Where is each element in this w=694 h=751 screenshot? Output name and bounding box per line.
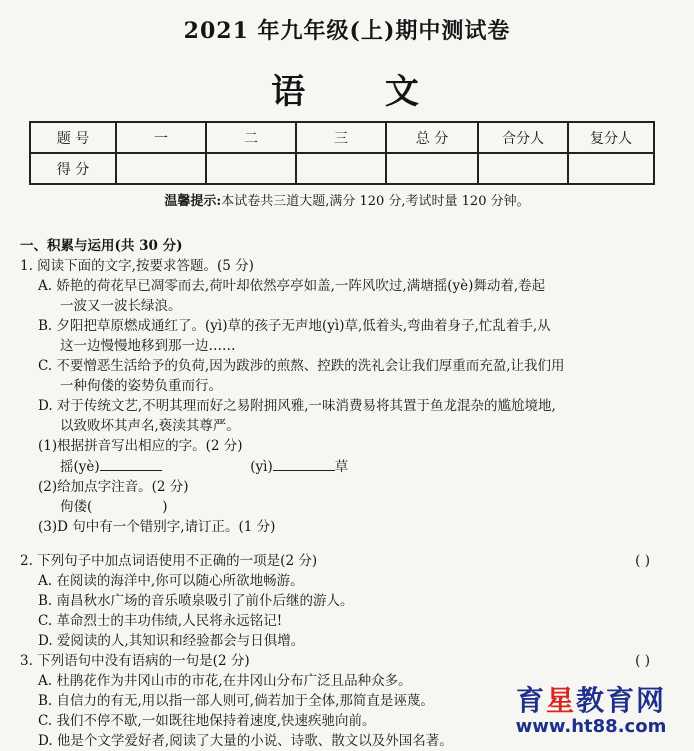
- q1-option-b-line2: 这一边慢慢地移到那一边……: [60, 338, 236, 354]
- q2-stem-line: [20, 551, 680, 571]
- watermark-url: www.ht88.com: [515, 716, 667, 737]
- q1-sub2-answer: [20, 497, 680, 517]
- score-input-reviewer[interactable]: [568, 153, 654, 184]
- q2-option-c: C. 革命烈士的丰功伟绩,人民将永远铭记!: [38, 613, 283, 629]
- section-1-title: 一、积累与运用(共 30 分): [20, 238, 183, 254]
- q1-option-b-line1: B. 夕阳把草原燃成通红了。(yì)草的孩子无声地(yì)草,低着头,弯曲着身子,忙乱着手,从: [38, 318, 551, 334]
- watermark-brand-star: 星: [545, 684, 576, 717]
- q1-sub2-prompt: 佝偻(: [60, 499, 93, 515]
- q1-sub1-blank-a[interactable]: [100, 456, 162, 471]
- score-cell-part3: 三: [296, 122, 386, 153]
- score-row-label: 得 分: [30, 153, 116, 184]
- q1-sub1-answers: [20, 456, 680, 477]
- score-input-2[interactable]: [206, 153, 296, 184]
- watermark-brand-a: 育: [515, 684, 546, 717]
- watermark-brand: [496, 685, 686, 717]
- q1-sub2: (2)给加点字注音。(2 分): [38, 479, 189, 495]
- q3-option-b: B. 自信力的有无,用以指一部人则可,倘若加于全体,那简直是诬蔑。: [38, 693, 434, 709]
- q1-sub1-prompt-b: (yì): [250, 459, 273, 475]
- notice-text: 本试卷共三道大题,满分 120 分,考试时量 120 分钟。: [221, 194, 530, 209]
- q1-option-a-line2: 一波又一波长绿浪。: [60, 298, 182, 314]
- score-input-1[interactable]: [116, 153, 206, 184]
- q1-option-c-line1: C. 不要憎恶生活给予的负荷,因为跋涉的煎熬、控跌的洗礼会让我们厚重而充盈,让我们用: [38, 358, 565, 374]
- score-cell-total: 总 分: [386, 122, 478, 153]
- q1-option-c-line2: 一种佝偻的姿势负重而行。: [60, 378, 222, 394]
- q3-option-d: D. 他是个文学爱好者,阅读了大量的小说、诗歌、散文以及外国名著。: [38, 733, 453, 749]
- watermark-logo: [496, 685, 686, 737]
- q2-option-a: A. 在阅读的海洋中,你可以随心所欲地畅游。: [38, 573, 304, 589]
- q3-stem: 3. 下列语句中没有语病的一句是(2 分): [20, 653, 250, 669]
- exam-title: 2021 年九年级(上)期中测试卷: [183, 18, 511, 44]
- q2-stem: 2. 下列句子中加点词语使用不正确的一项是(2 分): [20, 553, 318, 569]
- subject-title: 语 文: [271, 72, 453, 112]
- score-cell-label: 题 号: [30, 122, 116, 153]
- notice: [0, 190, 694, 209]
- score-input-scorer[interactable]: [478, 153, 568, 184]
- score-input-total[interactable]: [386, 153, 478, 184]
- q1-stem: 1. 阅读下面的文字,按要求答题。(5 分): [20, 258, 254, 274]
- q3-option-a: A. 杜鹃花作为井冈山市的市花,在井冈山分布广泛且品种众多。: [38, 673, 412, 689]
- score-cell-part2: 二: [206, 122, 296, 153]
- q1-sub1-blank-b[interactable]: [273, 456, 335, 471]
- q1-option-a-line1: A. 娇艳的荷花早已凋零而去,荷叶却依然亭亭如盖,一阵风吹过,满塘摇(yè)舞动着,卷起: [38, 278, 546, 294]
- score-cell-part1: 一: [116, 122, 206, 153]
- q1-sub3: (3)D 句中有一个错别字,请订正。(1 分): [38, 519, 276, 535]
- q1-sub1-suffix-b: 草: [334, 459, 349, 475]
- score-table-header-row: [30, 122, 654, 153]
- score-cell-reviewer: 复分人: [568, 122, 654, 153]
- q1-sub1: (1)根据拼音写出相应的字。(2 分): [38, 438, 243, 454]
- score-table-score-row: [30, 153, 654, 184]
- q3-stem-line: [20, 651, 680, 671]
- q2-option-b: B. 南昌秋水广场的音乐喷泉吸引了前仆后继的游人。: [38, 593, 354, 609]
- q3-answer-paren[interactable]: ( ): [635, 653, 650, 669]
- watermark-brand-b: 教育网: [576, 684, 667, 717]
- q2-option-d: D. 爱阅读的人,其知识和经验都会与日俱增。: [38, 633, 305, 649]
- score-cell-scorer: 合分人: [478, 122, 568, 153]
- exam-body: [20, 236, 680, 751]
- q1-option-d-line2: 以致败坏其声名,亵渎其尊严。: [60, 418, 240, 434]
- q1-sub1-prompt-a: 摇(yè): [60, 459, 100, 475]
- q2-answer-paren[interactable]: ( ): [635, 553, 650, 569]
- score-input-3[interactable]: [296, 153, 386, 184]
- q3-option-c: C. 我们不停不歇,一如既往地保持着速度,快速疾驰向前。: [38, 713, 376, 729]
- score-table: [29, 121, 655, 185]
- q1-option-d-line1: D. 对于传统文艺,不明其理而好之易附拥风雅,一味消费易将其置于鱼龙混杂的尴尬境地,: [38, 398, 556, 414]
- notice-label: 温馨提示:: [164, 194, 222, 209]
- q1-sub2-close: ): [162, 499, 168, 515]
